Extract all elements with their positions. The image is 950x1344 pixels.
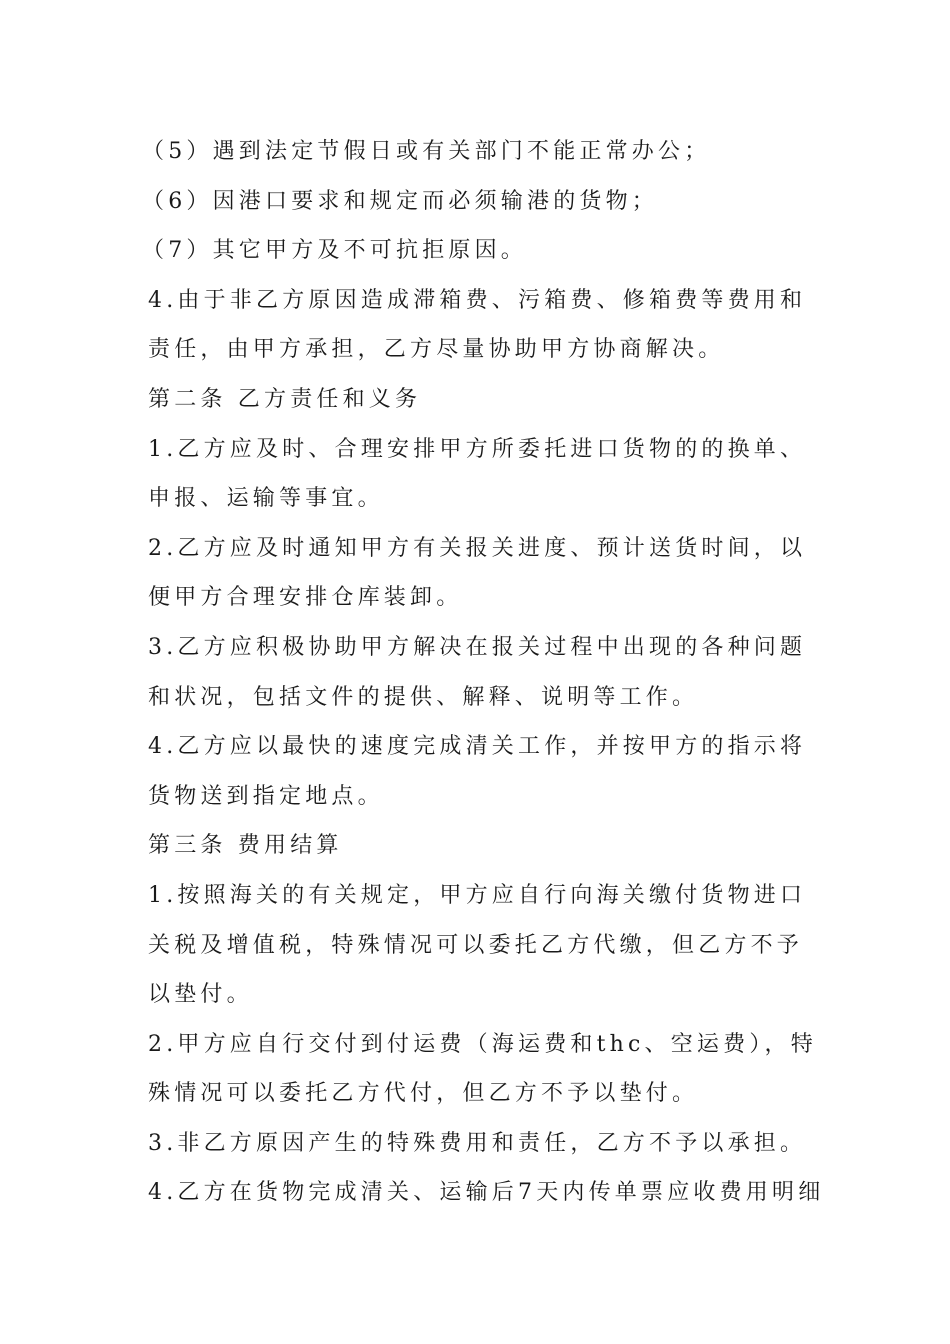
paragraph-line: 2.甲方应自行交付到付运费（海运费和thc、空运费），特 (148, 1031, 817, 1057)
paragraph-line: 4.乙方应以最快的速度完成清关工作，并按甲方的指示将 (148, 734, 807, 760)
paragraph-line: 货物送到指定地点。 (148, 783, 384, 809)
article-heading-2: 第二条 乙方责任和义务 (148, 386, 422, 412)
paragraph-line: 3.乙方应积极协助甲方解决在报关过程中出现的各种问题 (148, 634, 807, 660)
clause-item-5: （5）遇到法定节假日或有关部门不能正常办公； (142, 139, 711, 164)
clause-item-6: （6）因港口要求和规定而必须输港的货物； (142, 188, 658, 214)
paragraph-line: 1.乙方应及时、合理安排甲方所委托进口货物的的换单、 (148, 436, 807, 462)
paragraph-line: 关税及增值税，特殊情况可以委托乙方代缴，但乙方不予 (148, 932, 804, 958)
paragraph-line: 以垫付。 (148, 982, 253, 1008)
paragraph-line: 3.非乙方原因产生的特殊费用和责任，乙方不予以承担。 (148, 1130, 807, 1156)
paragraph-line: 2.乙方应及时通知甲方有关报关进度、预计送货时间，以 (148, 535, 807, 561)
contract-text (142, 127, 825, 1218)
paragraph-line: 便甲方合理安排仓库装卸。 (148, 585, 463, 611)
paragraph-line: 和状况，包括文件的提供、解释、说明等工作。 (148, 684, 699, 710)
paragraph-line: 4.乙方在货物完成清关、运输后7天内传单票应收费用明细 (148, 1180, 825, 1206)
paragraph-line: 殊情况可以委托乙方代付，但乙方不予以垫付。 (148, 1081, 699, 1107)
clause-item-7: （7）其它甲方及不可抗拒原因。 (142, 238, 527, 264)
article-heading-3: 第三条 费用结算 (148, 833, 343, 859)
paragraph-line: 4.由于非乙方原因造成滞箱费、污箱费、修箱费等费用和 (148, 287, 807, 313)
paragraph-line: 1.按照海关的有关规定，甲方应自行向海关缴付货物进口 (148, 882, 807, 908)
paragraph-line: 责任，由甲方承担，乙方尽量协助甲方协商解决。 (148, 337, 725, 363)
paragraph-line: 申报、运输等事宜。 (148, 486, 384, 512)
